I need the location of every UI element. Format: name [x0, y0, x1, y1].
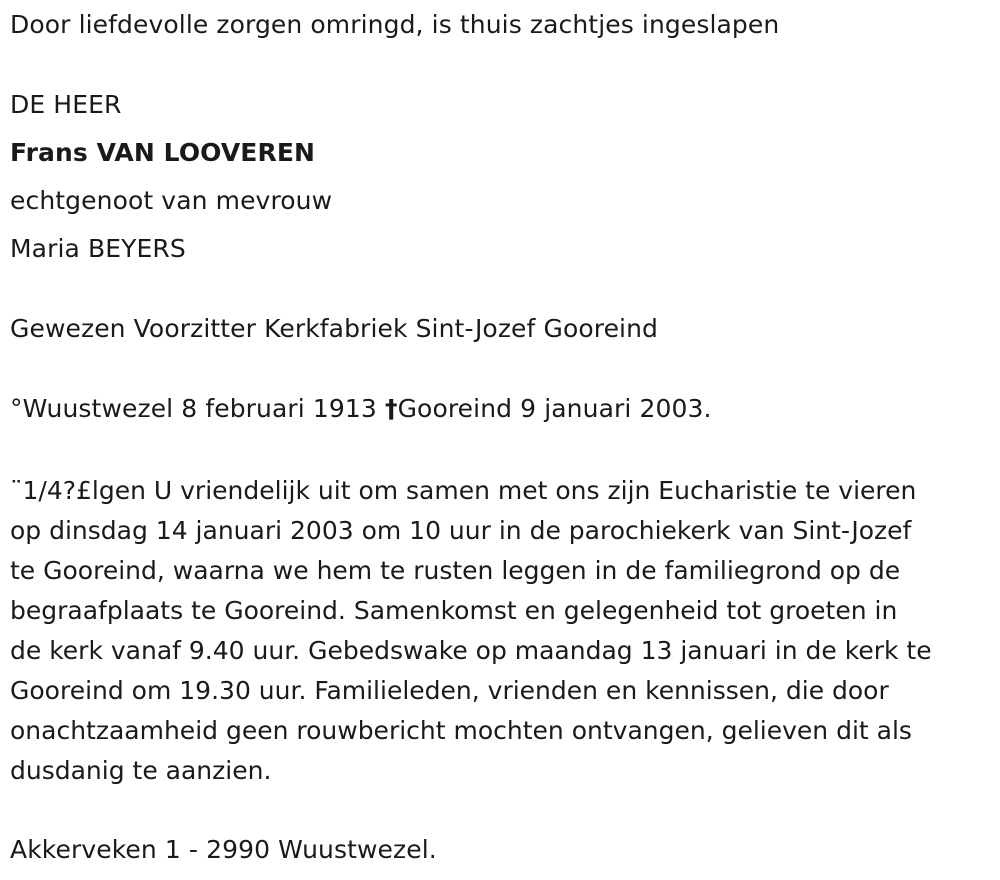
birth-info: Wuustwezel 8 februari 1913: [22, 394, 385, 423]
address-line: Akkerveken 1 - 2990 Wuustwezel.: [10, 835, 437, 864]
message-line: Gooreind om 19.30 uur. Familieleden, vrienden en kennissen, die door: [10, 676, 889, 705]
cross-icon: †: [384, 394, 398, 423]
birth-symbol: °: [10, 394, 23, 423]
message-line: te Gooreind, waarna we hem te rusten leggen in de familiegrond op de: [10, 556, 901, 585]
death-info: Gooreind 9 januari 2003.: [397, 394, 712, 423]
message-line: de kerk vanaf 9.40 uur. Gebedswake op maandag 13 januari in de kerk te: [10, 636, 932, 665]
title-prefix: DE HEER: [10, 90, 122, 119]
message-line: begraafplaats te Gooreind. Samenkomst en gelegenheid tot groeten in: [10, 596, 898, 625]
message-paragraph: [10, 471, 985, 791]
message-line: ¨1/4?£lgen U vriendelijk uit om samen met ons zijn Eucharistie te vieren: [10, 476, 917, 505]
intro-line: Door liefdevolle zorgen omringd, is thuis zachtjes ingeslapen: [10, 10, 780, 39]
message-line: op dinsdag 14 januari 2003 om 10 uur in de parochiekerk van Sint-Jozef: [10, 516, 912, 545]
spouse-name: Maria BEYERS: [10, 234, 186, 263]
message-line: onachtzaamheid geen rouwbericht mochten ontvangen, gelieven dit als: [10, 716, 912, 745]
message-line: dusdanig te aanzien.: [10, 756, 272, 785]
deceased-name: Frans VAN LOOVEREN: [10, 138, 316, 167]
relation-line: echtgenoot van mevrouw: [10, 186, 333, 215]
role-line: Gewezen Voorzitter Kerkfabriek Sint-Jozef Gooreind: [10, 314, 659, 343]
dates-line: [10, 389, 712, 429]
